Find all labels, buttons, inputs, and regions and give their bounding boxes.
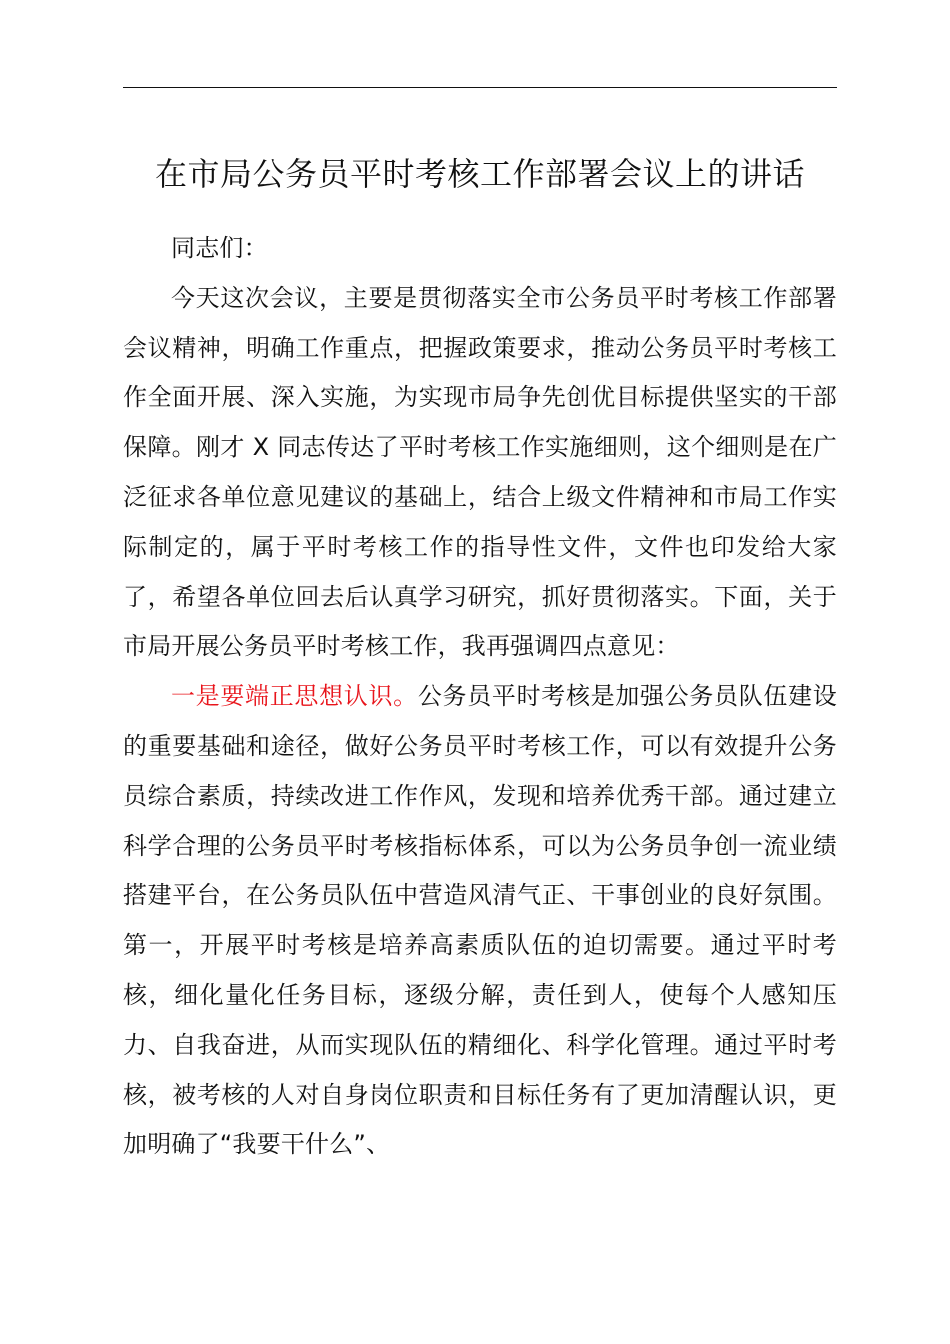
- header-rule: [123, 87, 837, 88]
- paragraph-1: 今天这次会议，主要是贯彻落实全市公务员平时考核工作部署会议精神，明确工作重点，把握政策要求，推动公务员平时考核工作全面开展、深入实施，为实现市局争先创优目标提供坚实的干部保障。刚才 X 同志传达了平时考核工作实施细则，这个细则是在广泛征求各单位意见建议的基础上，结合上级文件精神和市局工作实际制定的，属于平时考核工作的指导性文件，文件也印发给大家了，希望各单位回去后认真学习研究，抓好贯彻落实。下面，关于市局开展公务员平时考核工作，我再强调四点意见：: [123, 283, 837, 661]
- document-title: 在市局公务员平时考核工作部署会议上的讲话: [154, 155, 805, 193]
- salutation: 同志们：: [171, 234, 268, 262]
- paragraph-2-body: 公务员平时考核是加强公务员队伍建设的重要基础和途径，做好公务员平时考核工作，可以有效提升公务员综合素质，持续改进工作作风，发现和培养优秀干部。通过建立科学合理的公务员平时考核指标体系，可以为公务员争创一流业绩搭建平台，在公务员队伍中营造风清气正、干事创业的良好氛围。第一，开展平时考核是培养高素质队伍的迫切需要。通过平时考核，细化量化任务目标，逐级分解，责任到人，使每个人感知压力、自我奋进，从而实现队伍的精细化、科学化管理。通过平时考核，被考核的人对自身岗位职责和目标任务有了更加清醒认识，更加明确了“我要干什么”、: [123, 682, 837, 1159]
- paragraph-2: [123, 672, 837, 1170]
- point-one-heading: 一是要端正思想认识。: [171, 682, 418, 711]
- document-body: [123, 224, 837, 1170]
